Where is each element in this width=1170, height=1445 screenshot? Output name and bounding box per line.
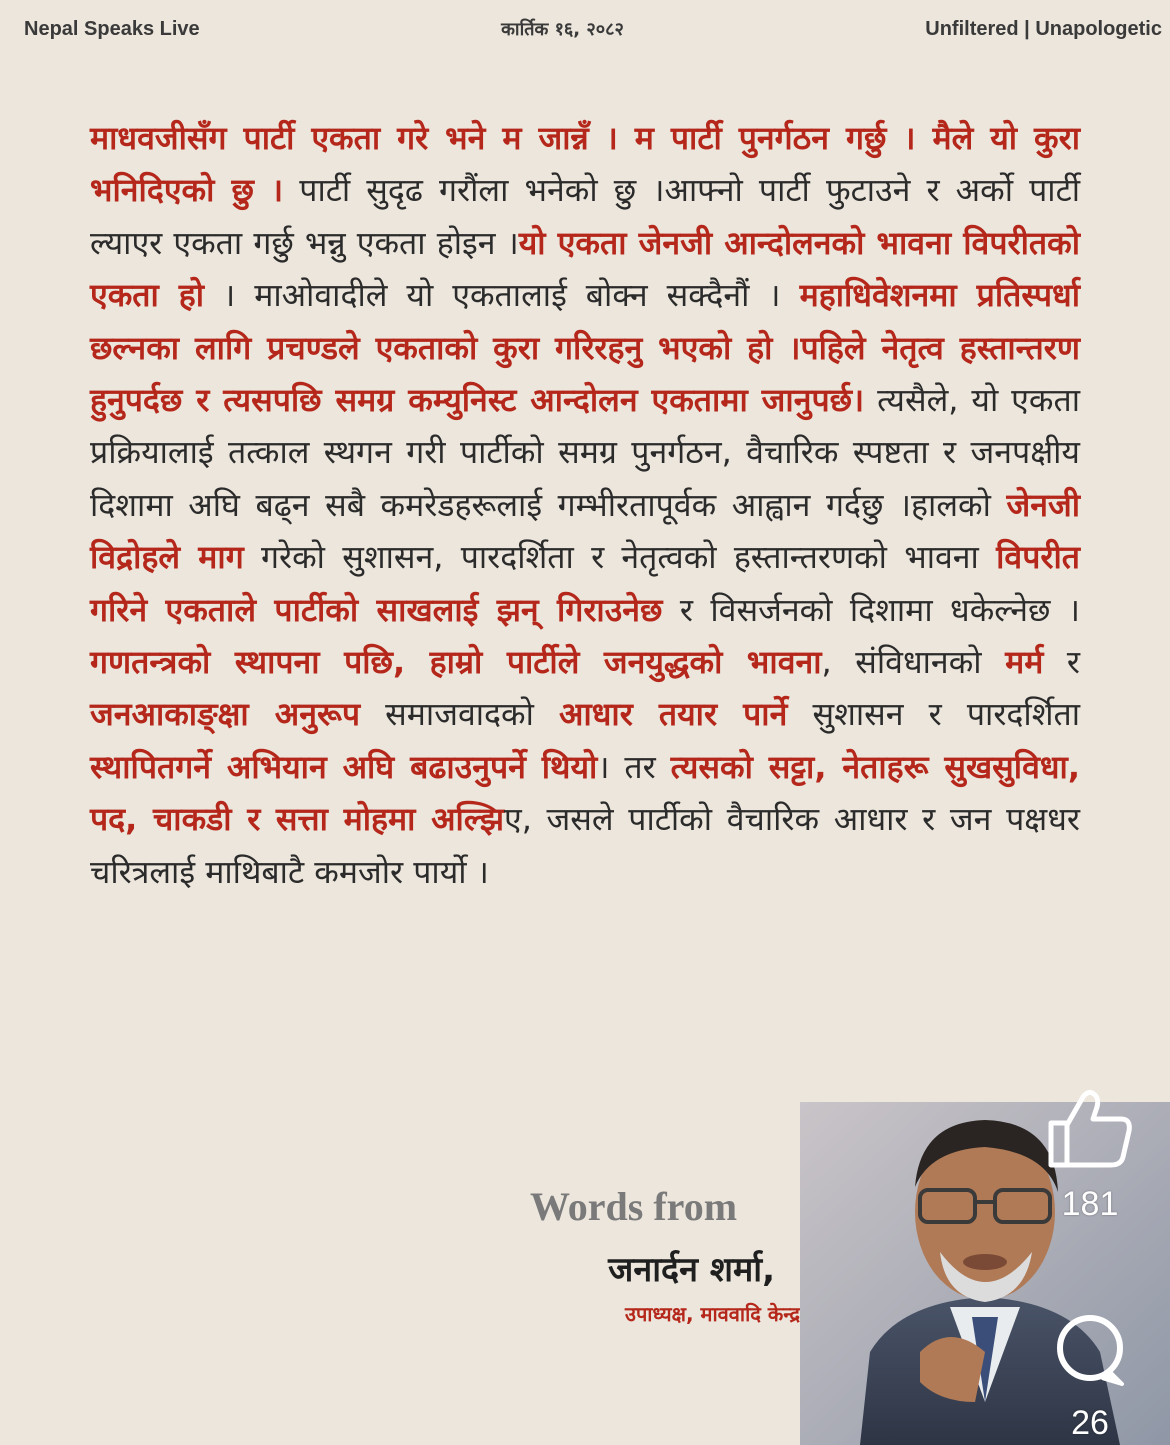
body-text-segment: । तर	[597, 747, 671, 786]
thumbs-up-icon[interactable]	[1045, 1085, 1135, 1175]
tagline: Unfiltered | Unapologetic	[925, 17, 1162, 40]
body-text-segment: गरेको सुशासन, पारदर्शिता र नेतृत्वको हस्तान्तरणको भावना	[243, 538, 997, 577]
article-body	[90, 112, 1080, 898]
highlighted-text: विपरीत गरिने एकताले पार्टीको साखलाई झन् गिराउनेछ	[90, 538, 1080, 629]
top-bar	[0, 0, 1170, 58]
body-text-segment: पार्टी सुदृढ गरौंला भनेको छु ।आफ्नो पार्टी फुटाउने र अर्को पार्टी ल्याएर एकता गर्छु भन्नु एकता होइन ।	[90, 171, 1080, 262]
body-text-segment: र	[1043, 643, 1080, 682]
author-role: उपाध्यक्ष, माववादि केन्द्र	[624, 1302, 800, 1326]
comment-count: 26	[1071, 1404, 1109, 1442]
body-text-segment: । माओवादीले यो एकतालाई बोक्न सक्दैनौं ।	[204, 276, 800, 315]
highlighted-text: आधार तयार पार्ने	[559, 695, 788, 734]
words-from-label: Words from	[530, 1184, 738, 1229]
highlighted-text: गणतन्त्रको स्थापना पछि, हाम्रो पार्टीले जनयुद्धको भावना	[90, 643, 822, 682]
brand-name: Nepal Speaks Live	[24, 17, 200, 40]
like-action[interactable]	[1040, 1085, 1140, 1224]
like-count: 181	[1061, 1185, 1119, 1223]
highlighted-text: त्यसको सट्टा, नेताहरू सुखसुविधा, पद, चाकडी र सत्ता मोहमा अल्झि	[90, 747, 1080, 839]
comment-action[interactable]	[1040, 1310, 1140, 1443]
highlighted-text: मर्म	[1005, 643, 1044, 682]
body-text-segment: र विसर्जनको दिशामा धकेल्नेछ ।	[662, 590, 1081, 629]
highlighted-text: स्थापितगर्ने अभियान अघि बढाउनुपर्ने थियो	[90, 747, 598, 786]
body-text-segment: सुशासन र पारदर्शिता	[787, 695, 1080, 734]
author-name: जनार्दन शर्मा,	[608, 1250, 775, 1290]
highlighted-text: महाधिवेशनमा प्रतिस्पर्धा छल्नका लागि प्रचण्डले एकताको कुरा गरिरहनु भएको हो ।पहिले नेतृत्व हस्तान्तरण हुनुपर्दछ र त्यसपछि समग्र कम्युनिस्ट आन्दोलन एकतामा जानुपर्छ।	[90, 276, 1080, 420]
highlighted-text: जनआकाङ्क्षा अनुरूप	[90, 695, 361, 734]
body-text-segment: त्यसैले, यो एकता प्रक्रियालाई तत्काल स्थगन गरी पार्टीको समग्र पुनर्गठन, वैचारिक स्पष्टता र जनपक्षीय दिशामा अघि बढ्न सबै कमरेडहरूलाई गम्भीरतापूर्वक आह्वान गर्दछु ।हालको	[90, 381, 1080, 524]
post-date: कार्तिक १६, २०८२	[501, 19, 624, 40]
comment-bubble-icon[interactable]	[1050, 1310, 1130, 1394]
highlighted-text: जेनजी विद्रोहले माग	[90, 485, 1080, 577]
body-text-segment: समाजवादको	[360, 695, 560, 734]
body-text-segment: ए, जसले पार्टीको वैचारिक आधार र जन पक्षधर चरित्रलाई माथिबाटै कमजोर पार्यो ।	[90, 800, 1080, 891]
highlighted-text: यो एकता जेनजी आन्दोलनको भावना विपरीतको एकता हो	[90, 223, 1080, 315]
highlighted-text: माधवजीसँग पार्टी एकता गरे भने म जान्नँ । म पार्टी पुनर्गठन गर्छु । मैले यो कुरा भनिदिएको छु ।	[90, 119, 1080, 210]
body-text-segment: , संविधानको	[821, 643, 1006, 682]
